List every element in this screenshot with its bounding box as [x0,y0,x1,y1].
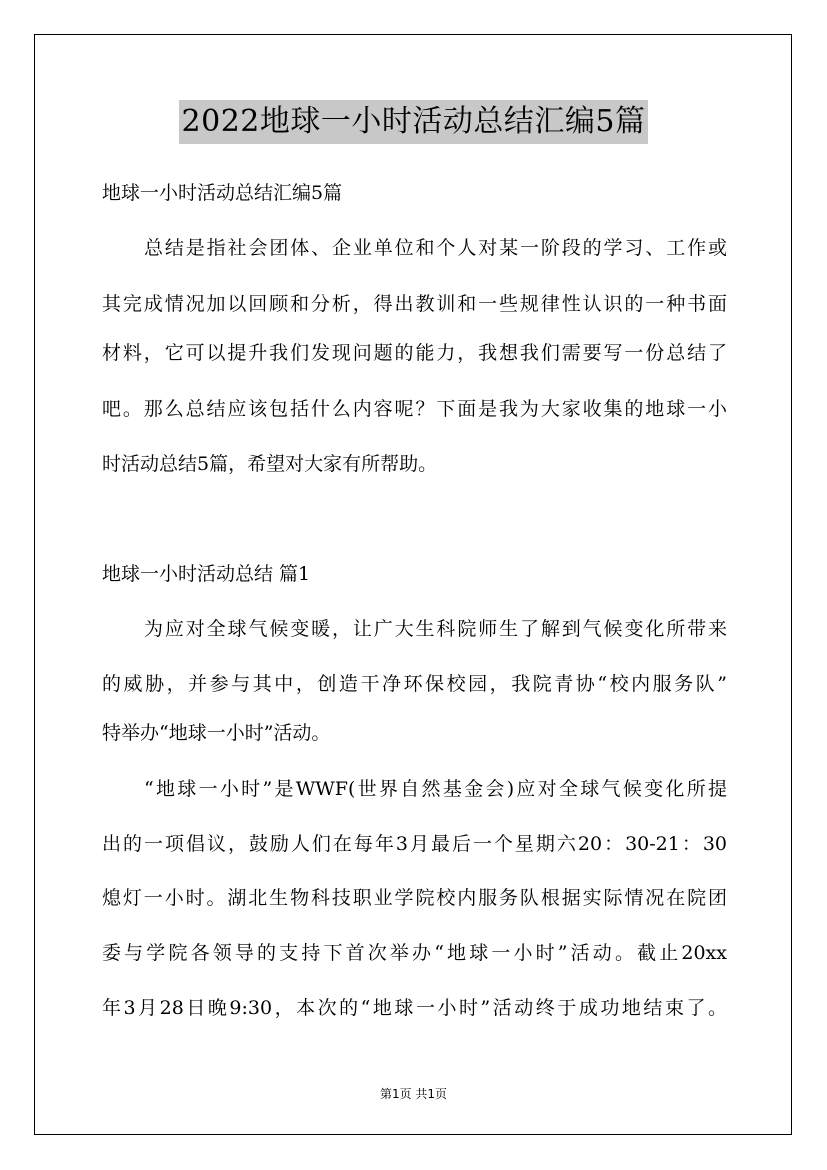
title-container [0,100,827,144]
paragraph-line: 的威胁，并参与其中，创造干净环保校园，我院青协“校内服务队” [102,673,727,695]
page-footer: 第1页 共1页 [379,1087,448,1101]
intro-line: 时活动总结5篇，希望对大家有所帮助。 [102,453,438,475]
document-title: 2022地球一小时活动总结汇编5篇 [179,100,649,144]
paragraph-line: “地球一小时”是WWF(世界自然基金会)应对全球气候变化所提 [144,778,727,800]
paragraph-line: 委与学院各领导的支持下首次举办“地球一小时”活动。截止20xx [102,942,727,964]
intro-line: 吧。那么总结应该包括什么内容呢？下面是我为大家收集的地球一小 [102,398,727,420]
document-subtitle: 地球一小时活动总结汇编5篇 [102,182,343,204]
intro-line: 其完成情况加以回顾和分析，得出教训和一些规律性认识的一种书面 [102,293,727,315]
paragraph-line: 特举办“地球一小时”活动。 [102,722,331,744]
intro-line: 总结是指社会团体、企业单位和个人对某一阶段的学习、工作或 [144,237,727,259]
paragraph-line: 为应对全球气候变暖，让广大生科院师生了解到气候变化所带来 [144,618,727,640]
paragraph-line: 出的一项倡议，鼓励人们在每年3月最后一个星期六20：30-21：30 [102,833,727,855]
paragraph-line: 熄灯一小时。湖北生物科技职业学院校内服务队根据实际情况在院团 [102,887,727,909]
paragraph-line: 年3月28日晚9:30，本次的“地球一小时”活动终于成功地结束了。 [102,997,727,1019]
section-heading: 地球一小时活动总结 篇1 [102,563,311,585]
intro-line: 材料，它可以提升我们发现问题的能力，我想我们需要写一份总结了 [102,342,727,364]
